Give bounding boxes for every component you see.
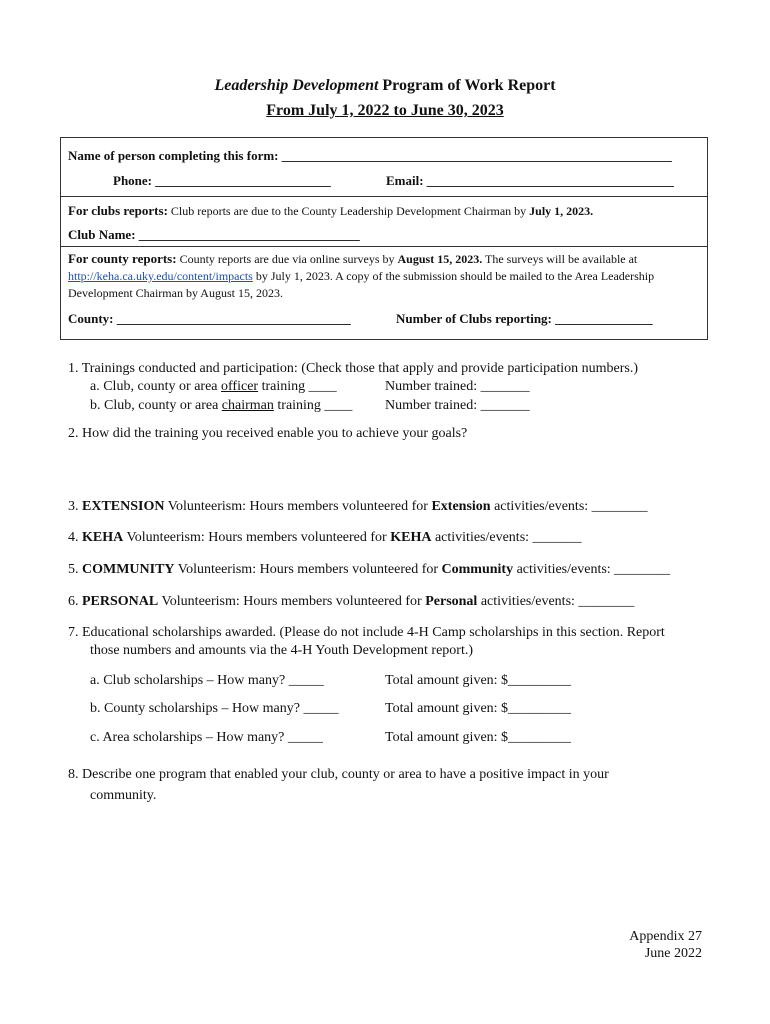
county-reports-line-3: Development Chairman by August 15, 2023.	[68, 286, 283, 300]
title-italic: Leadership Development	[214, 77, 379, 94]
q1b-underlined: chairman	[221, 398, 274, 413]
report-period: From July 1, 2022 to June 30, 2023	[266, 102, 504, 119]
question-5[interactable]	[68, 562, 670, 578]
q6-text: Volunteerism: Hours members volunteered for	[158, 594, 426, 609]
county-reports-date: August 15, 2023.	[397, 252, 483, 266]
question-4[interactable]	[68, 530, 582, 546]
q4-text: Volunteerism: Hours members volunteered for	[123, 530, 391, 545]
question-7c[interactable]: c. Area scholarships – How many? _____	[90, 730, 323, 745]
q7c-amount[interactable]: Total amount given: $_________	[385, 730, 572, 745]
county-field[interactable]: County: ____________________________________	[68, 311, 351, 326]
clubs-reporting-field[interactable]: Number of Clubs reporting: _______________	[396, 311, 653, 326]
impacts-link[interactable]: http://keha.ca.uky.edu/content/impacts	[68, 269, 253, 283]
question-8: 8. Describe one program that enabled your club, county or area to have a positive impact in your	[68, 767, 609, 782]
q1a-text: a. Club, county or area	[90, 379, 222, 394]
county-reports-line-2	[68, 269, 654, 284]
email-field[interactable]: Email: ______________________________________	[386, 173, 674, 188]
q1b-number-trained[interactable]: Number trained: _______	[385, 398, 530, 413]
county-reports-text: County reports are due via online surveys by	[176, 252, 398, 266]
report-title	[0, 77, 770, 95]
q5-number: 5.	[68, 562, 82, 577]
footer-date: June 2022	[644, 946, 702, 961]
clubs-reports-text: Club reports are due to the County Leadership Development Chairman by	[167, 204, 530, 218]
q6-bold-1: PERSONAL	[82, 594, 159, 609]
clubs-reports-date: July 1, 2023.	[529, 204, 594, 218]
q1a-blank: training ____	[258, 379, 337, 394]
county-reports-text-3: by July 1, 2023. A copy of the submission should be mailed to the Area Leadership	[252, 269, 655, 283]
question-7: 7. Educational scholarships awarded. (Please do not include 4-H Camp scholarships in this section. Report	[68, 625, 665, 640]
question-7-line-2: those numbers and amounts via the 4-H Youth Development report.)	[90, 643, 473, 658]
title-rest: Program of Work Report	[378, 77, 556, 94]
q1a-underlined: officer	[221, 379, 259, 394]
divider	[61, 246, 707, 247]
q4-bold-2: KEHA	[390, 530, 432, 545]
q5-blank: activities/events: ________	[513, 562, 671, 577]
q3-number: 3.	[68, 499, 82, 514]
q3-text: Volunteerism: Hours members volunteered for	[164, 499, 432, 514]
name-field[interactable]: Name of person completing this form: ____________________________________________________________	[68, 148, 672, 163]
question-6[interactable]	[68, 594, 634, 610]
q6-bold-2: Personal	[425, 594, 478, 609]
appendix-label: Appendix 27	[629, 929, 702, 944]
divider	[61, 196, 707, 197]
question-1a[interactable]	[90, 379, 337, 395]
q5-bold-1: COMMUNITY	[82, 562, 175, 577]
county-reports-label: For county reports:	[68, 251, 177, 266]
q1a-number-trained[interactable]: Number trained: _______	[385, 379, 530, 394]
question-7b[interactable]: b. County scholarships – How many? _____	[90, 701, 339, 716]
clubs-reports-note	[68, 203, 593, 219]
q6-number: 6.	[68, 594, 82, 609]
question-8-line-2: community.	[90, 788, 157, 803]
club-name-field[interactable]: Club Name: __________________________________	[68, 227, 360, 242]
q4-blank: activities/events: _______	[431, 530, 582, 545]
phone-field[interactable]: Phone: ___________________________	[113, 173, 331, 188]
q1b-blank: training ____	[273, 398, 353, 413]
question-7a[interactable]: a. Club scholarships – How many? _____	[90, 673, 324, 688]
q6-blank: activities/events: ________	[477, 594, 635, 609]
clubs-reports-label: For clubs reports:	[68, 203, 168, 218]
q5-bold-2: Community	[441, 562, 514, 577]
question-1b[interactable]	[90, 398, 352, 414]
q4-bold-1: KEHA	[82, 530, 124, 545]
q7b-amount[interactable]: Total amount given: $_________	[385, 701, 572, 716]
county-reports-note	[68, 251, 637, 267]
q4-number: 4.	[68, 530, 82, 545]
question-3[interactable]	[68, 499, 648, 515]
county-reports-text-2: The surveys will be available at	[482, 252, 638, 266]
q3-blank: activities/events: ________	[490, 499, 648, 514]
q1b-text: b. Club, county or area	[90, 398, 222, 413]
q3-bold-2: Extension	[431, 499, 491, 514]
question-2: 2. How did the training you received enable you to achieve your goals?	[68, 426, 468, 441]
q7a-amount[interactable]: Total amount given: $_________	[385, 673, 572, 688]
q5-text: Volunteerism: Hours members volunteered for	[174, 562, 442, 577]
q3-bold-1: EXTENSION	[82, 499, 165, 514]
question-1: 1. Trainings conducted and participation: (Check those that apply and provide participation numbers.)	[68, 361, 638, 376]
